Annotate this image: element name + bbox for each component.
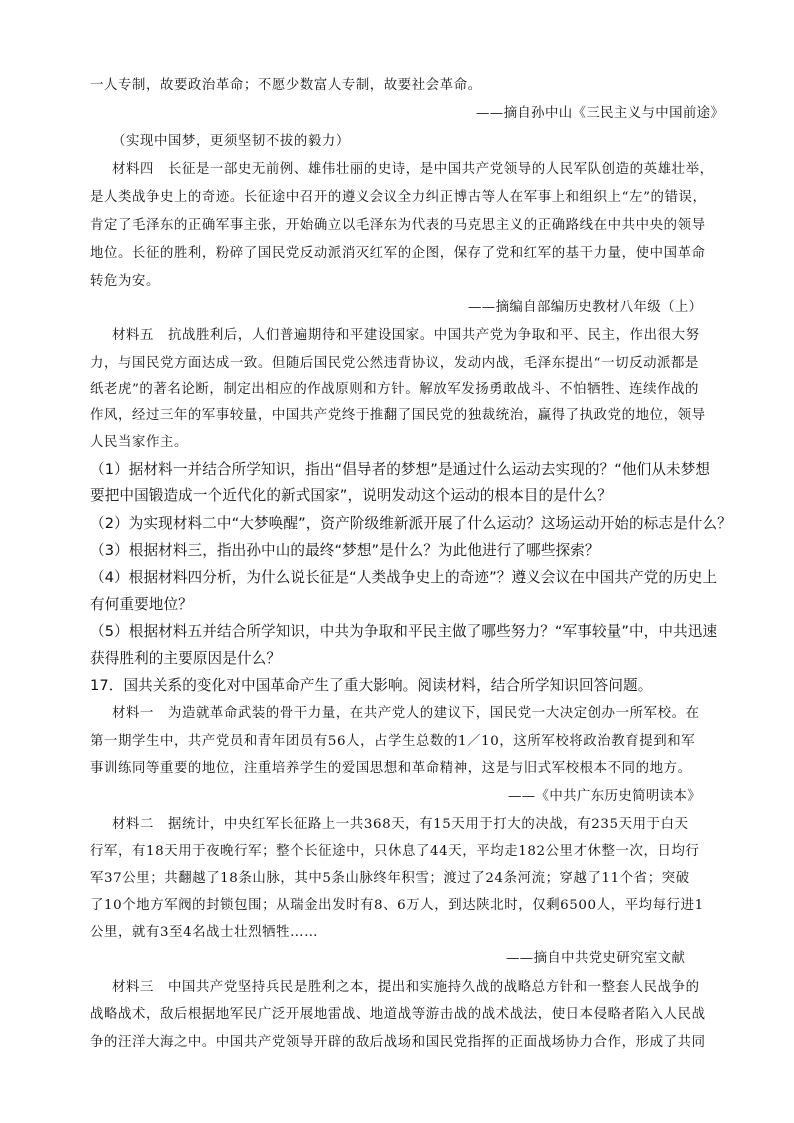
text-line: 转危为安。: [90, 274, 160, 289]
text-line: 争的汪洋大海之中。中国共产党领导开辟的敌后战场和国民党指挥的正面战场协力合作，形成了共同: [90, 1035, 706, 1050]
text-line: 事训练同等重要的地位，注重培养学生的爱国思想和革命精神，这是与旧式军校根本不同的地方。: [90, 761, 692, 776]
question-line: （3）根据材料三，指出孙中山的最终“梦想”是什么？为此他进行了哪些探索？: [90, 542, 600, 559]
text-line: 了10个地方军阀的封锁包围；从瑞金出发时有8、6万人，到达陕北时，仅剩6500人，平均每行进1: [90, 898, 704, 913]
text-line: 材料五 抗战胜利后，人们普遍期待和平建设国家。中国共产党为争取和平、民主，作出很大努: [112, 328, 700, 343]
text-line: 材料二 据统计，中央红军长征路上一共368天，有15天用于打大的决战，有235天用于白天: [112, 817, 689, 832]
question-line: 要把中国锻造成一个近代化的新式国家”，说明发动这个运动的根本目的是什么？: [90, 487, 612, 504]
text-line: 材料一 为造就革命武装的骨干力量，在共产党人的建议下，国民党一大决定创办一所军校。在: [112, 706, 700, 721]
text-line: 公里，就有3至4名战士壮烈牺牲……: [90, 925, 319, 940]
question-heading: 17．国共关系的变化对中国革命产生了重大影响。阅读材料，结合所学知识回答问题。: [90, 677, 653, 694]
text-line: 地位。长征的胜利，粉碎了国民党反动派消灭红军的企图，保存了党和红军的基干力量，使中国革命: [90, 246, 706, 261]
source-citation: ——摘自中共党史研究室文献: [506, 951, 686, 966]
source-citation: ——《中共广东历史简明读本》: [508, 789, 702, 804]
text-line: 军37公里；共翻越了18条山脉，其中5条山脉终年积雪；渡过了24条河流；穿越了11个省；突破: [90, 871, 690, 886]
source-citation: ——摘自孙中山《三民主义与中国前途》: [476, 106, 725, 121]
text-line: 作风，经过三年的军事较量，中国共产党终于推翻了国民党的独裁统治，赢得了执政党的地位，领导: [90, 408, 706, 423]
question-line: （1）据材料一并结合所学知识，指出“倡导者的梦想”是通过什么运动去实现的？“他们从未梦想: [90, 461, 711, 478]
text-line: 战略战术，敌后根据地军民广泛开展地雷战、地道战等游击战的战术战法，使日本侵略者陷入人民战: [90, 1007, 706, 1022]
text-line: 行军，有18天用于夜晚行军；整个长征途中，只休息了44天，平均走182公里才休整一次，日均行: [90, 844, 700, 859]
question-line: （2）为实现材料二中“大梦唤醒”，资产阶级维新派开展了什么运动？这场运动开始的标志是什么？: [90, 515, 732, 532]
text-line: 材料三 中国共产党坚持兵民是胜利之本，提出和实施持久战的战略总方针和一整套人民战争的: [112, 980, 700, 995]
text-line: 肯定了毛泽东的正确军事主张，开始确立以毛泽东为代表的马克思主义的正确路线在中共中央的领导: [90, 218, 706, 233]
text-line: 力，与国民党方面达成一致。但随后国民党公然违背协议，发动内战，毛泽东提出“一切反动派都是: [90, 356, 700, 371]
text-line: 纸老虎”的著名论断，制定出相应的作战原则和方针。解放军发扬勇敢战斗、不怕牺牲、连续作战的: [90, 382, 700, 397]
source-citation: ——摘编自部编历史教材八年级（上）: [468, 300, 703, 315]
text-line: 材料四 长征是一部史无前例、雄伟壮丽的史诗，是中国共产党领导的人民军队创造的英雄壮举，: [112, 162, 714, 177]
text-line: 第一期学生中，共产党员和青年团员有56人，占学生总数的1／10，这所军校将政治教育提到和军: [90, 734, 696, 749]
question-line: （5）根据材料五并结合所学知识，中共为争取和平民主做了哪些努力？“军事较量”中，中共迅速: [90, 623, 718, 640]
text-line: 是人类战争史上的奇迹。长征途中召开的遵义会议全力纠正博古等人在军事上和组织上“左”的错误，: [90, 190, 707, 205]
section-subheading: （实现中国梦，更须坚韧不拔的毅力）: [112, 134, 350, 149]
question-line: （4）根据材料四分析，为什么说长征是“人类战争史上的奇迹”？遵义会议在中国共产党的历史上: [90, 569, 718, 586]
question-line: 获得胜利的主要原因是什么？: [90, 650, 282, 667]
text-line: 一人专制，故要政治革命；不愿少数富人专制，故要社会革命。: [90, 78, 482, 93]
question-line: 有何重要地位？: [90, 596, 193, 613]
text-line: 人民当家作主。: [90, 435, 188, 450]
